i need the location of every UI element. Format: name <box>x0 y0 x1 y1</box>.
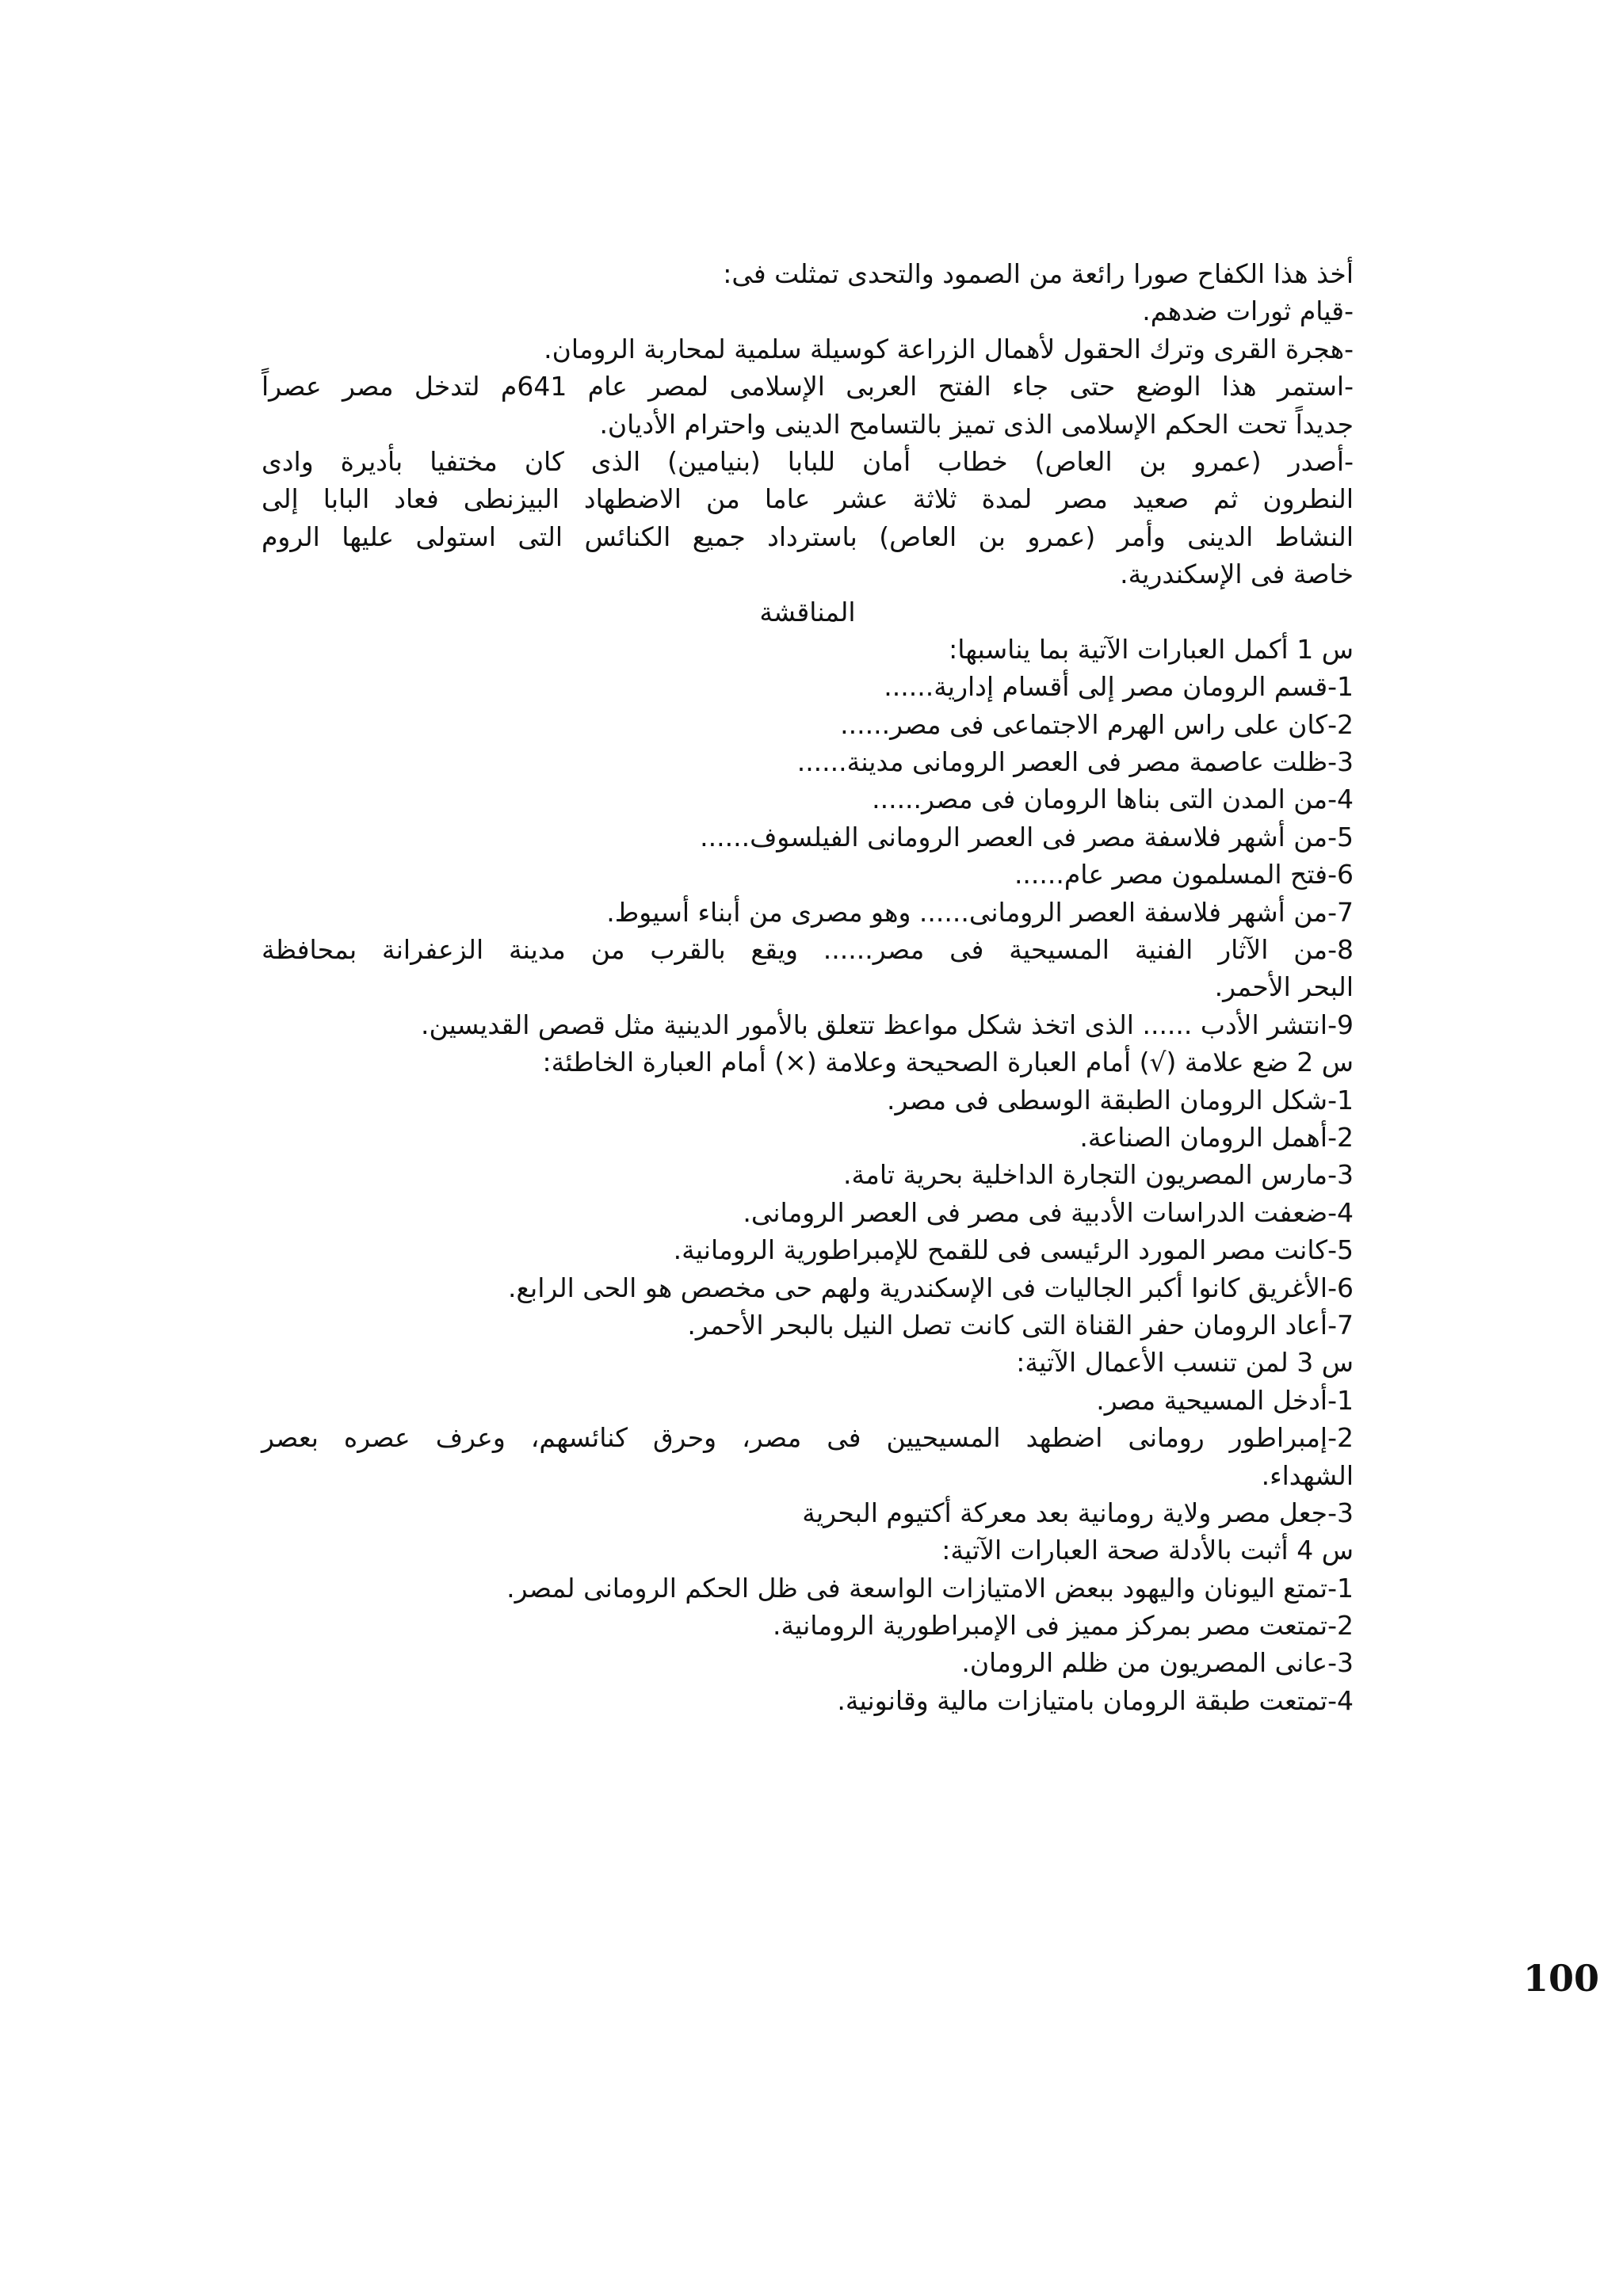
text-line: 2-تمتعت مصر بمركز مميز فى الإمبراطورية الرومانية. <box>772 1610 1354 1642</box>
text-line: النطرون ثم صعيد مصر لمدة ثلاثة عشر عاما من الاضطهاد البيزنطى فعاد البابا إلى <box>262 483 1354 515</box>
text-line: أخذ هذا الكفاح صورا رائعة من الصمود والتحدى تمثلت فى: <box>723 258 1354 289</box>
text-line: 1-قسم الرومان مصر إلى أقسام إدارية...... <box>884 671 1354 703</box>
text-line: 1-أدخل المسيحية مصر. <box>1096 1384 1354 1416</box>
text-line: س 2 ضع علامة (√) أمام العبارة الصحيحة وعلامة (×) أمام العبارة الخاطئة: <box>542 1047 1354 1078</box>
text-line: 6-فتح المسلمون مصر عام...... <box>1014 859 1354 891</box>
text-line: 4-من المدن التى بناها الرومان فى مصر...... <box>872 784 1354 815</box>
text-line: 3-ظلت عاصمة مصر فى العصر الرومانى مدينة...... <box>796 746 1354 778</box>
body-text <box>262 255 1354 1719</box>
text-line: 9-انتشر الأدب ...... الذى اتخذ شكل مواعظ تتعلق بالأمور الدينية مثل قصص القديسين. <box>421 1009 1354 1040</box>
text-line: 3-عانى المصريون من ظلم الرومان. <box>961 1647 1354 1679</box>
text-line: 4-تمتعت طبقة الرومان بامتيازات مالية وقانونية. <box>837 1684 1354 1716</box>
text-line: البحر الأحمر. <box>1214 971 1354 1003</box>
text-line: 7-أعاد الرومان حفر القناة التى كانت تصل النيل بالبحر الأحمر. <box>687 1309 1354 1341</box>
section-heading: المناقشة <box>759 596 856 627</box>
text-line: 8-من الآثار الفنية المسيحية فى مصر...... ويقع بالقرب من مدينة الزعفرانة بمحافظة <box>262 934 1354 966</box>
text-line: 2-أهمل الرومان الصناعة. <box>1079 1121 1354 1153</box>
text-line: -أصدر (عمرو بن العاص) خطاب أمان للبابا (بنيامين) الذى كان مختفيا بأديرة وادى <box>262 445 1354 477</box>
text-line: 2-كان على راس الهرم الاجتماعى فى مصر...... <box>840 708 1354 740</box>
text-line: 5-كانت مصر المورد الرئيسى فى للقمح للإمبراطورية الرومانية. <box>673 1234 1354 1266</box>
text-line: 2-إمبراطور رومانى اضطهد المسيحيين فى مصر، وحرق كنائسهم، وعرف عصره بعصر <box>262 1422 1354 1454</box>
text-line: خاصة فى الإسكندرية. <box>1120 559 1354 590</box>
text-line: 3-جعل مصر ولاية رومانية بعد معركة أكتيوم البحرية <box>802 1497 1354 1528</box>
text-line: النشاط الدينى وأمر (عمرو بن العاص) باسترداد جميع الكنائس التى استولى عليها الروم <box>262 521 1354 552</box>
text-line: -قيام ثورات ضدهم. <box>1142 296 1354 327</box>
text-line: الشهداء. <box>1261 1459 1354 1491</box>
text-line: 1-شكل الرومان الطبقة الوسطى فى مصر. <box>887 1084 1354 1116</box>
page-number: 100 <box>1523 1957 1600 2000</box>
text-line: س 1 أكمل العبارات الآتية بما يناسبها: <box>949 633 1354 665</box>
text-line: س 4 أثبت بالأدلة صحة العبارات الآتية: <box>941 1535 1354 1566</box>
text-line: 3-مارس المصريون التجارة الداخلية بحرية تامة. <box>842 1159 1354 1191</box>
text-line: 7-من أشهر فلاسفة العصر الرومانى...... وهو مصرى من أبناء أسيوط. <box>606 896 1354 928</box>
text-line: 6-الأغريق كانوا أكبر الجاليات فى الإسكندرية ولهم حى مخصص هو الحى الرابع. <box>507 1272 1354 1303</box>
text-line: جديداً تحت الحكم الإسلامى الذى تميز بالتسامح الدينى واحترام الأديان. <box>599 408 1354 440</box>
text-line: -هجرة القرى وترك الحقول لأهمال الزراعة كوسيلة سلمية لمحاربة الرومان. <box>544 333 1354 364</box>
text-line: س 3 لمن تنسب الأعمال الآتية: <box>1016 1347 1354 1379</box>
text-line: 1-تمتع اليونان واليهود ببعض الامتيازات الواسعة فى ظل الحكم الرومانى لمصر. <box>506 1572 1354 1604</box>
text-line: 5-من أشهر فلاسفة مصر فى العصر الرومانى الفيلسوف...... <box>700 821 1354 852</box>
text-line: -استمر هذا الوضع حتى جاء الفتح العربى الإسلامى لمصر عام 641م لتدخل مصر عصراً <box>262 371 1354 402</box>
text-line: 4-ضعفت الدراسات الأدبية فى مصر فى العصر الرومانى. <box>743 1196 1354 1228</box>
